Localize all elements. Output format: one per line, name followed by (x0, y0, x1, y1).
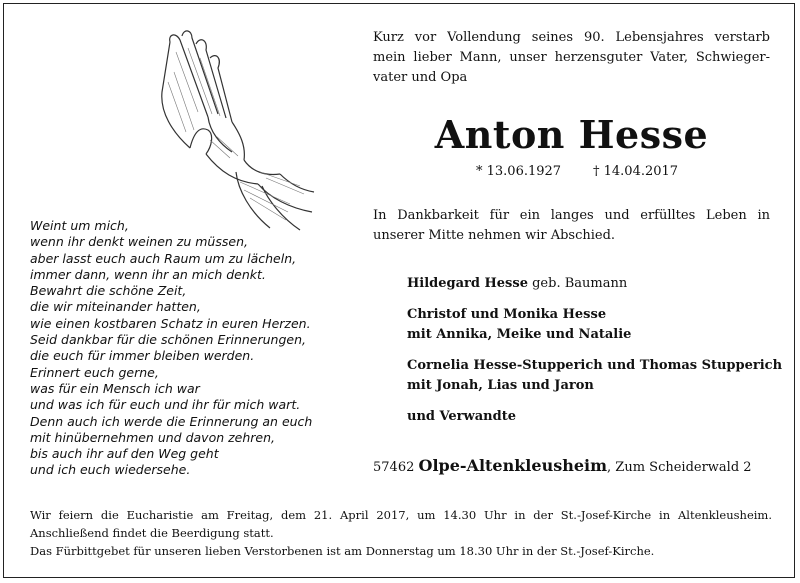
poem-line: was für ein Mensch ich war (30, 380, 200, 396)
poem-line: die euch für immer bleiben werden. (30, 348, 255, 364)
mourner-line: Christof und Monika Hesse (407, 307, 607, 322)
intro-line: vater und Opa (373, 70, 468, 85)
service-info (30, 506, 772, 560)
widow-name: Hildegard Hesse (407, 276, 528, 291)
poem-line: bis auch ihr auf den Weg geht (30, 446, 219, 462)
intro-line: mein lieber Mann, unser herzensguter Vater, Schwieger- (373, 50, 770, 65)
service-line: Das Fürbittgebet für unseren lieben Verstorbenen ist am Donnerstag um 18.30 Uhr in der St.-Josef-Kirche. (30, 544, 655, 558)
thanks-line: unserer Mitte nehmen wir Abschied. (373, 228, 616, 243)
intro-text (373, 28, 770, 88)
poem-line: und was ich für euch und ihr für mich wart. (30, 397, 301, 413)
mourner-group (407, 356, 787, 396)
city: Olpe-Altenkleusheim (418, 456, 608, 475)
poem-line: aber lasst euch auch Raum um zu lächeln, (30, 250, 297, 266)
mourners-list (407, 274, 787, 438)
birth-date: * 13.06.1927 (476, 164, 562, 179)
mourner-line: mit Jonah, Lias und Jaron (407, 378, 594, 393)
praying-hands-icon (140, 22, 315, 232)
address (373, 456, 752, 475)
poem-line: und ich euch wiedersehe. (30, 462, 191, 478)
street: , Zum Scheiderwald 2 (607, 460, 752, 475)
service-line: Anschließend findet die Beerdigung statt. (30, 526, 274, 540)
poem (30, 218, 360, 479)
poem-line: Denn auch ich werde die Erinnerung an euch (30, 413, 313, 429)
mourner-line: Cornelia Hesse-Stupperich und Thomas Stupperich (407, 358, 783, 373)
poem-line: mit hinübernehmen und davon zehren, (30, 429, 276, 445)
relatives-line: und Verwandte (407, 409, 516, 424)
poem-line: Erinnert euch gerne, (30, 364, 159, 380)
poem-line: Bewahrt die schöne Zeit, (30, 283, 187, 299)
mourner-group (407, 274, 787, 294)
death-date: † 14.04.2017 (593, 164, 679, 179)
poem-line: die wir miteinander hatten, (30, 299, 201, 315)
mourner-line: mit Annika, Meike und Natalie (407, 327, 632, 342)
poem-line: wenn ihr denkt weinen zu müssen, (30, 234, 248, 250)
poem-line: Weint um mich, (30, 218, 129, 233)
deceased-name: Anton Hesse (434, 112, 709, 157)
poem-line: Seid dankbar für die schönen Erinnerungen, (30, 332, 306, 348)
poem-line: immer dann, wenn ihr an mich denkt. (30, 266, 266, 282)
thanks-text (373, 206, 770, 246)
mourner-group (407, 407, 787, 427)
widow-maiden-name: geb. Baumann (527, 276, 628, 291)
mourner-group (407, 305, 787, 345)
intro-line: Kurz vor Vollendung seines 90. Lebensjahres verstarb (373, 30, 770, 45)
service-line: Wir feiern die Eucharistie am Freitag, dem 21. April 2017, um 14.30 Uhr in der St.-Josef-Kirche in Altenkleusheim. (30, 508, 772, 522)
thanks-line: In Dankbarkeit für ein langes und erfülltes Leben in (373, 208, 770, 223)
poem-line: wie einen kostbaren Schatz in euren Herzen. (30, 315, 311, 331)
zip-code: 57462 (373, 460, 415, 475)
